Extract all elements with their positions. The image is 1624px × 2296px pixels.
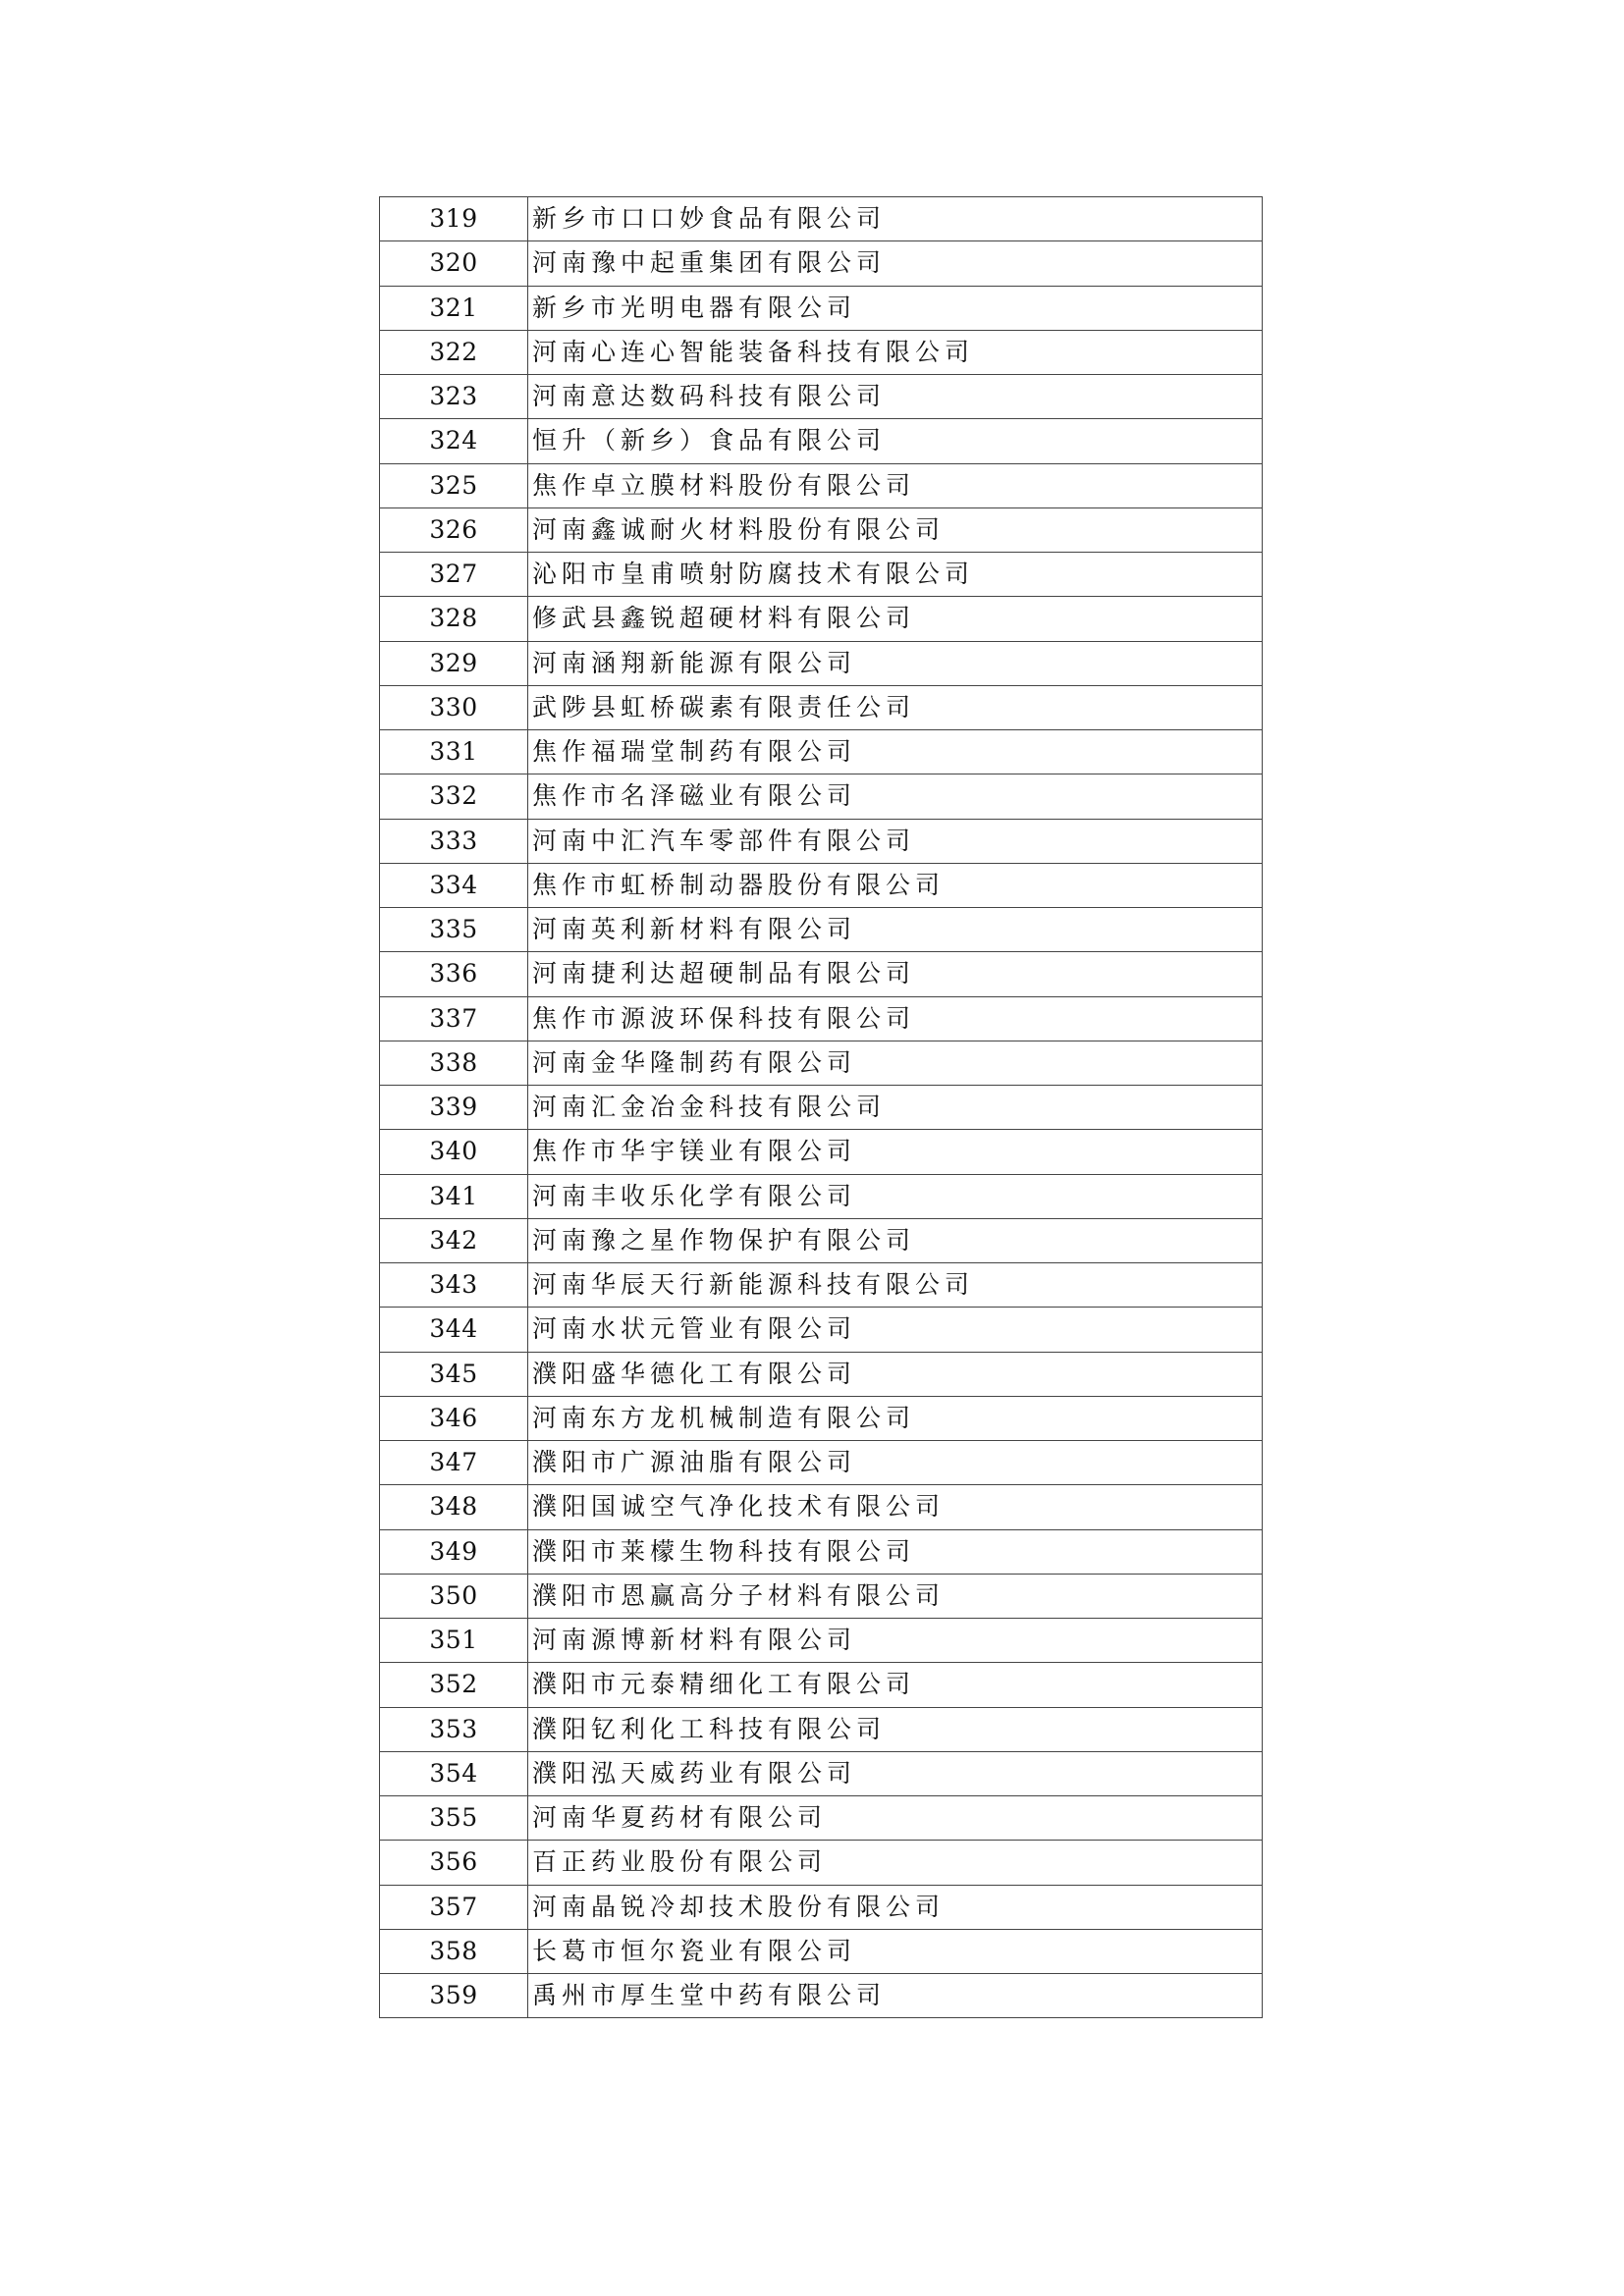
company-name-cell: 河南金华隆制药有限公司 [528,1041,1263,1085]
company-name-cell: 河南东方龙机械制造有限公司 [528,1396,1263,1440]
table-row [380,641,1263,685]
table-row [380,1574,1263,1618]
company-name-cell: 焦作福瑞堂制药有限公司 [528,730,1263,774]
company-name-cell: 河南华夏药材有限公司 [528,1796,1263,1841]
row-number-cell: 339 [380,1086,528,1130]
row-number-cell: 347 [380,1441,528,1485]
table-row [380,1663,1263,1707]
table-row [380,241,1263,286]
row-number-cell: 323 [380,375,528,419]
company-name-cell: 禹州市厚生堂中药有限公司 [528,1974,1263,2018]
row-number-cell: 343 [380,1263,528,1308]
company-name-cell: 长葛市恒尔瓷业有限公司 [528,1929,1263,1973]
row-number-cell: 329 [380,641,528,685]
row-number-cell: 326 [380,507,528,552]
company-name-cell: 修武县鑫锐超硬材料有限公司 [528,597,1263,641]
table-row [380,1796,1263,1841]
company-name-cell: 河南华辰天行新能源科技有限公司 [528,1263,1263,1308]
company-name-cell: 河南中汇汽车零部件有限公司 [528,819,1263,863]
table-row [380,1308,1263,1352]
row-number-cell: 349 [380,1529,528,1574]
row-number-cell: 319 [380,197,528,241]
row-number-cell: 344 [380,1308,528,1352]
company-name-cell: 濮阳市元泰精细化工有限公司 [528,1663,1263,1707]
table-row [380,1218,1263,1262]
company-name-cell: 河南水状元管业有限公司 [528,1308,1263,1352]
row-number-cell: 348 [380,1485,528,1529]
table-row [380,375,1263,419]
company-name-cell: 河南晶锐冷却技术股份有限公司 [528,1885,1263,1929]
company-name-cell: 河南汇金冶金科技有限公司 [528,1086,1263,1130]
company-name-cell: 武陟县虹桥碳素有限责任公司 [528,685,1263,729]
row-number-cell: 321 [380,286,528,330]
company-name-cell: 河南丰收乐化学有限公司 [528,1174,1263,1218]
table-row [380,1485,1263,1529]
table-row [380,1751,1263,1795]
company-name-cell: 焦作市虹桥制动器股份有限公司 [528,863,1263,907]
table-row [380,1885,1263,1929]
table-row [380,286,1263,330]
table-row [380,1174,1263,1218]
company-name-cell: 濮阳国诚空气净化技术有限公司 [528,1485,1263,1529]
row-number-cell: 336 [380,952,528,996]
row-number-cell: 328 [380,597,528,641]
row-number-cell: 338 [380,1041,528,1085]
table-row [380,197,1263,241]
row-number-cell: 341 [380,1174,528,1218]
row-number-cell: 330 [380,685,528,729]
row-number-cell: 325 [380,463,528,507]
company-name-cell: 河南英利新材料有限公司 [528,908,1263,952]
company-name-cell: 焦作市华宇镁业有限公司 [528,1130,1263,1174]
table-row [380,1619,1263,1663]
company-list-table [379,196,1263,2018]
company-name-cell: 河南源博新材料有限公司 [528,1619,1263,1663]
row-number-cell: 342 [380,1218,528,1262]
table-row [380,1130,1263,1174]
table-row [380,908,1263,952]
table-row [380,730,1263,774]
row-number-cell: 331 [380,730,528,774]
company-name-cell: 濮阳市广源油脂有限公司 [528,1441,1263,1485]
company-name-cell: 濮阳市恩赢高分子材料有限公司 [528,1574,1263,1618]
company-name-cell: 河南心连心智能装备科技有限公司 [528,330,1263,374]
table-row [380,1841,1263,1885]
table-row [380,996,1263,1041]
company-list-body [380,197,1263,2018]
row-number-cell: 320 [380,241,528,286]
row-number-cell: 350 [380,1574,528,1618]
row-number-cell: 334 [380,863,528,907]
table-row [380,1974,1263,2018]
row-number-cell: 346 [380,1396,528,1440]
table-row [380,774,1263,819]
table-row [380,952,1263,996]
row-number-cell: 322 [380,330,528,374]
row-number-cell: 340 [380,1130,528,1174]
company-name-cell: 恒升（新乡）食品有限公司 [528,419,1263,463]
company-name-cell: 新乡市光明电器有限公司 [528,286,1263,330]
row-number-cell: 333 [380,819,528,863]
table-row [380,1041,1263,1085]
company-name-cell: 河南意达数码科技有限公司 [528,375,1263,419]
row-number-cell: 353 [380,1707,528,1751]
row-number-cell: 357 [380,1885,528,1929]
table-row [380,1086,1263,1130]
company-name-cell: 焦作市名泽磁业有限公司 [528,774,1263,819]
table-row [380,819,1263,863]
company-name-cell: 濮阳钇利化工科技有限公司 [528,1707,1263,1751]
row-number-cell: 335 [380,908,528,952]
row-number-cell: 359 [380,1974,528,2018]
company-name-cell: 河南捷利达超硬制品有限公司 [528,952,1263,996]
table-row [380,685,1263,729]
table-row [380,1441,1263,1485]
table-row [380,330,1263,374]
row-number-cell: 351 [380,1619,528,1663]
company-name-cell: 河南豫之星作物保护有限公司 [528,1218,1263,1262]
company-name-cell: 河南豫中起重集团有限公司 [528,241,1263,286]
row-number-cell: 352 [380,1663,528,1707]
company-name-cell: 濮阳盛华德化工有限公司 [528,1352,1263,1396]
table-row [380,1263,1263,1308]
company-name-cell: 濮阳市莱檬生物科技有限公司 [528,1529,1263,1574]
company-name-cell: 新乡市口口妙食品有限公司 [528,197,1263,241]
row-number-cell: 356 [380,1841,528,1885]
table-row [380,1529,1263,1574]
table-row [380,1929,1263,1973]
company-name-cell: 河南鑫诚耐火材料股份有限公司 [528,507,1263,552]
table-row [380,1396,1263,1440]
table-row [380,863,1263,907]
company-name-cell: 沁阳市皇甫喷射防腐技术有限公司 [528,553,1263,597]
table-row [380,463,1263,507]
company-name-cell: 濮阳泓天威药业有限公司 [528,1751,1263,1795]
row-number-cell: 358 [380,1929,528,1973]
row-number-cell: 354 [380,1751,528,1795]
table-row [380,419,1263,463]
row-number-cell: 355 [380,1796,528,1841]
company-name-cell: 河南涵翔新能源有限公司 [528,641,1263,685]
table-row [380,507,1263,552]
table-row [380,553,1263,597]
row-number-cell: 327 [380,553,528,597]
company-name-cell: 焦作市源波环保科技有限公司 [528,996,1263,1041]
row-number-cell: 345 [380,1352,528,1396]
table-row [380,1707,1263,1751]
row-number-cell: 332 [380,774,528,819]
row-number-cell: 337 [380,996,528,1041]
company-name-cell: 焦作卓立膜材料股份有限公司 [528,463,1263,507]
table-row [380,597,1263,641]
company-name-cell: 百正药业股份有限公司 [528,1841,1263,1885]
table-row [380,1352,1263,1396]
row-number-cell: 324 [380,419,528,463]
